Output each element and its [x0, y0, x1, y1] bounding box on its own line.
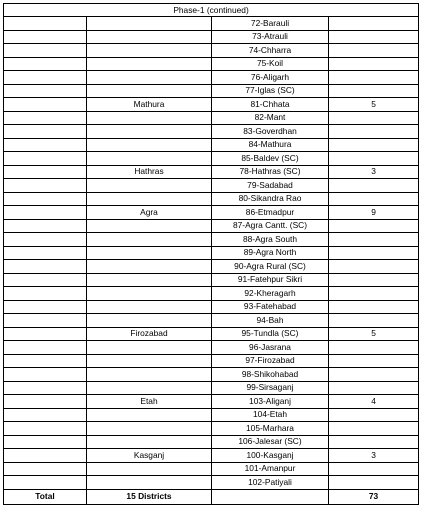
- seats-cell: [329, 152, 419, 166]
- constituency-cell: 84-Mathura: [212, 138, 329, 152]
- table-row: [4, 57, 419, 71]
- label-cell: [4, 327, 87, 341]
- constituency-cell: 103-Aliganj: [212, 395, 329, 409]
- district-cell: [87, 30, 212, 44]
- constituency-cell: 88-Agra South: [212, 233, 329, 247]
- district-cell: [87, 260, 212, 274]
- label-cell: [4, 273, 87, 287]
- label-cell: [4, 381, 87, 395]
- district-cell: [87, 314, 212, 328]
- seats-cell: [329, 435, 419, 449]
- district-cell: [87, 125, 212, 139]
- table-row: [4, 165, 419, 179]
- district-cell: [87, 422, 212, 436]
- label-cell: [4, 152, 87, 166]
- label-cell: [4, 71, 87, 85]
- district-cell: [87, 368, 212, 382]
- constituency-cell: 90-Agra Rural (SC): [212, 260, 329, 274]
- label-cell: [4, 44, 87, 58]
- table-row: [4, 476, 419, 490]
- seats-cell: 5: [329, 98, 419, 112]
- seats-cell: 3: [329, 165, 419, 179]
- table-header: Phase-1 (continued): [4, 4, 419, 17]
- constituency-cell: 96-Jasrana: [212, 341, 329, 355]
- constituency-cell: 76-Aligarh: [212, 71, 329, 85]
- district-cell: [87, 435, 212, 449]
- label-cell: [4, 300, 87, 314]
- seats-cell: [329, 476, 419, 490]
- district-cell: [87, 44, 212, 58]
- district-cell: [87, 138, 212, 152]
- table-row: [4, 246, 419, 260]
- seats-cell: [329, 17, 419, 31]
- constituency-cell: 93-Fatehabad: [212, 300, 329, 314]
- constituency-cell: 73-Atrauli: [212, 30, 329, 44]
- label-cell: [4, 462, 87, 476]
- district-cell: [87, 354, 212, 368]
- total-constituency: [212, 489, 329, 504]
- seats-cell: 9: [329, 206, 419, 220]
- table-row: [4, 219, 419, 233]
- label-cell: [4, 17, 87, 31]
- label-cell: [4, 395, 87, 409]
- table-row: [4, 71, 419, 85]
- label-cell: [4, 260, 87, 274]
- table-row: [4, 422, 419, 436]
- table-row: [4, 17, 419, 31]
- label-cell: [4, 192, 87, 206]
- label-cell: [4, 233, 87, 247]
- constituency-cell: 89-Agra North: [212, 246, 329, 260]
- constituency-cell: 72-Barauli: [212, 17, 329, 31]
- seats-cell: [329, 71, 419, 85]
- table-row: [4, 260, 419, 274]
- label-cell: [4, 287, 87, 301]
- seats-cell: [329, 233, 419, 247]
- table-row: [4, 273, 419, 287]
- district-cell: [87, 476, 212, 490]
- constituency-cell: 102-Patiyali: [212, 476, 329, 490]
- district-cell: [87, 17, 212, 31]
- table-row: [4, 381, 419, 395]
- table-row: [4, 449, 419, 463]
- table-row: [4, 138, 419, 152]
- district-cell: [87, 111, 212, 125]
- table-row: [4, 206, 419, 220]
- label-cell: [4, 125, 87, 139]
- seats-cell: [329, 30, 419, 44]
- seats-cell: [329, 260, 419, 274]
- constituency-cell: 104-Etah: [212, 408, 329, 422]
- district-cell: [87, 233, 212, 247]
- constituency-cell: 77-Iglas (SC): [212, 84, 329, 98]
- label-cell: [4, 98, 87, 112]
- constituency-cell: 91-Fatehpur Sikri: [212, 273, 329, 287]
- table-row: [4, 192, 419, 206]
- district-cell: [87, 152, 212, 166]
- label-cell: [4, 422, 87, 436]
- table-row: [4, 84, 419, 98]
- table-row: [4, 327, 419, 341]
- constituency-cell: 80-Sikandra Rao: [212, 192, 329, 206]
- label-cell: [4, 57, 87, 71]
- seats-cell: [329, 138, 419, 152]
- label-cell: [4, 111, 87, 125]
- seats-cell: [329, 354, 419, 368]
- constituency-cell: 106-Jalesar (SC): [212, 435, 329, 449]
- district-cell: [87, 381, 212, 395]
- seats-cell: [329, 300, 419, 314]
- table-row: [4, 354, 419, 368]
- table-row: [4, 300, 419, 314]
- label-cell: [4, 314, 87, 328]
- table-row: [4, 314, 419, 328]
- label-cell: [4, 84, 87, 98]
- seats-cell: [329, 408, 419, 422]
- district-cell: [87, 179, 212, 193]
- label-cell: [4, 30, 87, 44]
- seats-cell: 4: [329, 395, 419, 409]
- table-row: [4, 98, 419, 112]
- seats-cell: [329, 422, 419, 436]
- table-row: [4, 435, 419, 449]
- label-cell: [4, 165, 87, 179]
- total-row: [4, 489, 419, 504]
- district-cell: Mathura: [87, 98, 212, 112]
- seats-cell: 3: [329, 449, 419, 463]
- district-cell: [87, 57, 212, 71]
- seats-cell: [329, 179, 419, 193]
- table-row: [4, 395, 419, 409]
- label-cell: [4, 435, 87, 449]
- label-cell: [4, 354, 87, 368]
- total-districts: 15 Districts: [87, 489, 212, 504]
- seats-cell: [329, 84, 419, 98]
- constituency-cell: 83-Goverdhan: [212, 125, 329, 139]
- table-row: [4, 152, 419, 166]
- table-row: [4, 233, 419, 247]
- district-cell: [87, 408, 212, 422]
- table-row: [4, 30, 419, 44]
- constituency-cell: 99-Sirsaganj: [212, 381, 329, 395]
- label-cell: [4, 341, 87, 355]
- district-cell: [87, 192, 212, 206]
- constituency-cell: 75-Koil: [212, 57, 329, 71]
- seats-cell: [329, 273, 419, 287]
- constituency-cell: 97-Firozabad: [212, 354, 329, 368]
- seats-cell: [329, 125, 419, 139]
- label-cell: [4, 408, 87, 422]
- total-label: Total: [4, 489, 87, 504]
- constituency-cell: 85-Baldev (SC): [212, 152, 329, 166]
- table-row: [4, 341, 419, 355]
- seats-cell: [329, 287, 419, 301]
- constituency-cell: 95-Tundla (SC): [212, 327, 329, 341]
- seats-cell: [329, 368, 419, 382]
- district-cell: [87, 287, 212, 301]
- label-cell: [4, 219, 87, 233]
- constituency-cell: 82-Mant: [212, 111, 329, 125]
- table-row: [4, 368, 419, 382]
- district-cell: [87, 71, 212, 85]
- district-cell: [87, 219, 212, 233]
- district-cell: Etah: [87, 395, 212, 409]
- label-cell: [4, 476, 87, 490]
- constituency-cell: 86-Etmadpur: [212, 206, 329, 220]
- table-row: [4, 287, 419, 301]
- constituency-cell: 81-Chhata: [212, 98, 329, 112]
- phase-table: [3, 3, 419, 505]
- constituency-cell: 101-Amanpur: [212, 462, 329, 476]
- label-cell: [4, 368, 87, 382]
- constituency-cell: 74-Chharra: [212, 44, 329, 58]
- constituency-cell: 100-Kasganj: [212, 449, 329, 463]
- seats-cell: [329, 219, 419, 233]
- district-cell: Agra: [87, 206, 212, 220]
- label-cell: [4, 246, 87, 260]
- constituency-cell: 78-Hathras (SC): [212, 165, 329, 179]
- district-cell: [87, 300, 212, 314]
- district-cell: [87, 84, 212, 98]
- seats-cell: [329, 462, 419, 476]
- constituency-cell: 92-Kheragarh: [212, 287, 329, 301]
- label-cell: [4, 449, 87, 463]
- seats-cell: 5: [329, 327, 419, 341]
- label-cell: [4, 138, 87, 152]
- label-cell: [4, 206, 87, 220]
- seats-cell: [329, 57, 419, 71]
- constituency-cell: 98-Shikohabad: [212, 368, 329, 382]
- district-cell: Hathras: [87, 165, 212, 179]
- table-row: [4, 125, 419, 139]
- table-row: [4, 44, 419, 58]
- seats-cell: [329, 246, 419, 260]
- constituency-cell: 87-Agra Cantt. (SC): [212, 219, 329, 233]
- district-cell: [87, 246, 212, 260]
- table-row: [4, 111, 419, 125]
- district-cell: Firozabad: [87, 327, 212, 341]
- seats-cell: [329, 111, 419, 125]
- seats-cell: [329, 44, 419, 58]
- seats-cell: [329, 192, 419, 206]
- constituency-cell: 105-Marhara: [212, 422, 329, 436]
- district-cell: [87, 341, 212, 355]
- label-cell: [4, 179, 87, 193]
- seats-cell: [329, 341, 419, 355]
- district-cell: Kasganj: [87, 449, 212, 463]
- constituency-cell: 79-Sadabad: [212, 179, 329, 193]
- total-seats: 73: [329, 489, 419, 504]
- seats-cell: [329, 381, 419, 395]
- table-header-row: [4, 4, 419, 17]
- constituency-cell: 94-Bah: [212, 314, 329, 328]
- table-row: [4, 408, 419, 422]
- district-cell: [87, 273, 212, 287]
- table-row: [4, 179, 419, 193]
- seats-cell: [329, 314, 419, 328]
- district-cell: [87, 462, 212, 476]
- table-row: [4, 462, 419, 476]
